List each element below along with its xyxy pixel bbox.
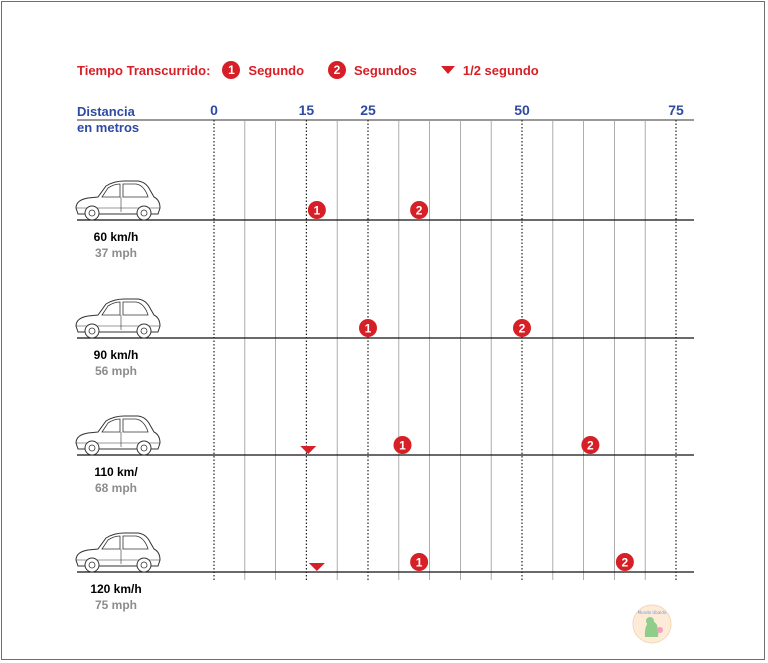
legend-title: Tiempo Transcurrido: bbox=[77, 62, 211, 78]
two-seconds-marker-icon: 2 bbox=[328, 61, 346, 79]
logo-text: Mundo Ubaldo bbox=[637, 610, 667, 615]
legend-label-half-second: 1/2 segundo bbox=[462, 62, 539, 78]
speed-kmh: 90 km/h bbox=[93, 348, 139, 362]
two-seconds-marker-text: 2 bbox=[415, 203, 423, 218]
axis-title-line2: en metros bbox=[77, 120, 140, 135]
logo-icon bbox=[632, 604, 672, 644]
two-seconds-marker-text: 2 bbox=[518, 321, 526, 336]
car-icon bbox=[76, 533, 160, 572]
speed-kmh: 110 km/ bbox=[94, 465, 138, 479]
tick-label: 75 bbox=[668, 102, 684, 118]
one-second-marker-text: 1 bbox=[313, 203, 321, 218]
tick-label: 0 bbox=[210, 102, 218, 118]
legend-label-one-second: Segundo bbox=[248, 62, 305, 78]
tick-label: 25 bbox=[360, 102, 376, 118]
car-icon bbox=[76, 299, 160, 338]
half-second-marker bbox=[309, 563, 325, 571]
speed-label bbox=[66, 464, 166, 496]
speed-mph: 75 mph bbox=[94, 598, 137, 612]
one-second-marker-text: 1 bbox=[399, 438, 406, 453]
speed-label bbox=[66, 229, 166, 261]
speed-kmh: 60 km/h bbox=[93, 230, 139, 244]
speed-label bbox=[66, 347, 166, 379]
speed-mph: 37 mph bbox=[94, 246, 137, 260]
two-seconds-marker-text: 2 bbox=[587, 438, 594, 453]
one-second-marker-icon: 1 bbox=[222, 61, 240, 79]
axis-title-line1: Distancia bbox=[77, 104, 135, 119]
speed-mph: 56 mph bbox=[94, 364, 137, 378]
tick-label: 15 bbox=[298, 102, 315, 118]
legend-label-two-seconds: Segundos bbox=[354, 62, 417, 78]
tick-label: 50 bbox=[514, 102, 530, 118]
half-second-marker bbox=[300, 446, 316, 454]
speed-kmh: 120 km/h bbox=[90, 582, 142, 596]
car-icon bbox=[76, 181, 160, 220]
one-second-marker-text: 1 bbox=[415, 555, 423, 570]
one-second-marker-text: 1 bbox=[364, 321, 372, 336]
speed-mph: 68 mph bbox=[94, 481, 137, 495]
two-seconds-marker-text: 2 bbox=[621, 555, 629, 570]
car-icon bbox=[76, 416, 160, 455]
speed-label bbox=[66, 581, 166, 613]
